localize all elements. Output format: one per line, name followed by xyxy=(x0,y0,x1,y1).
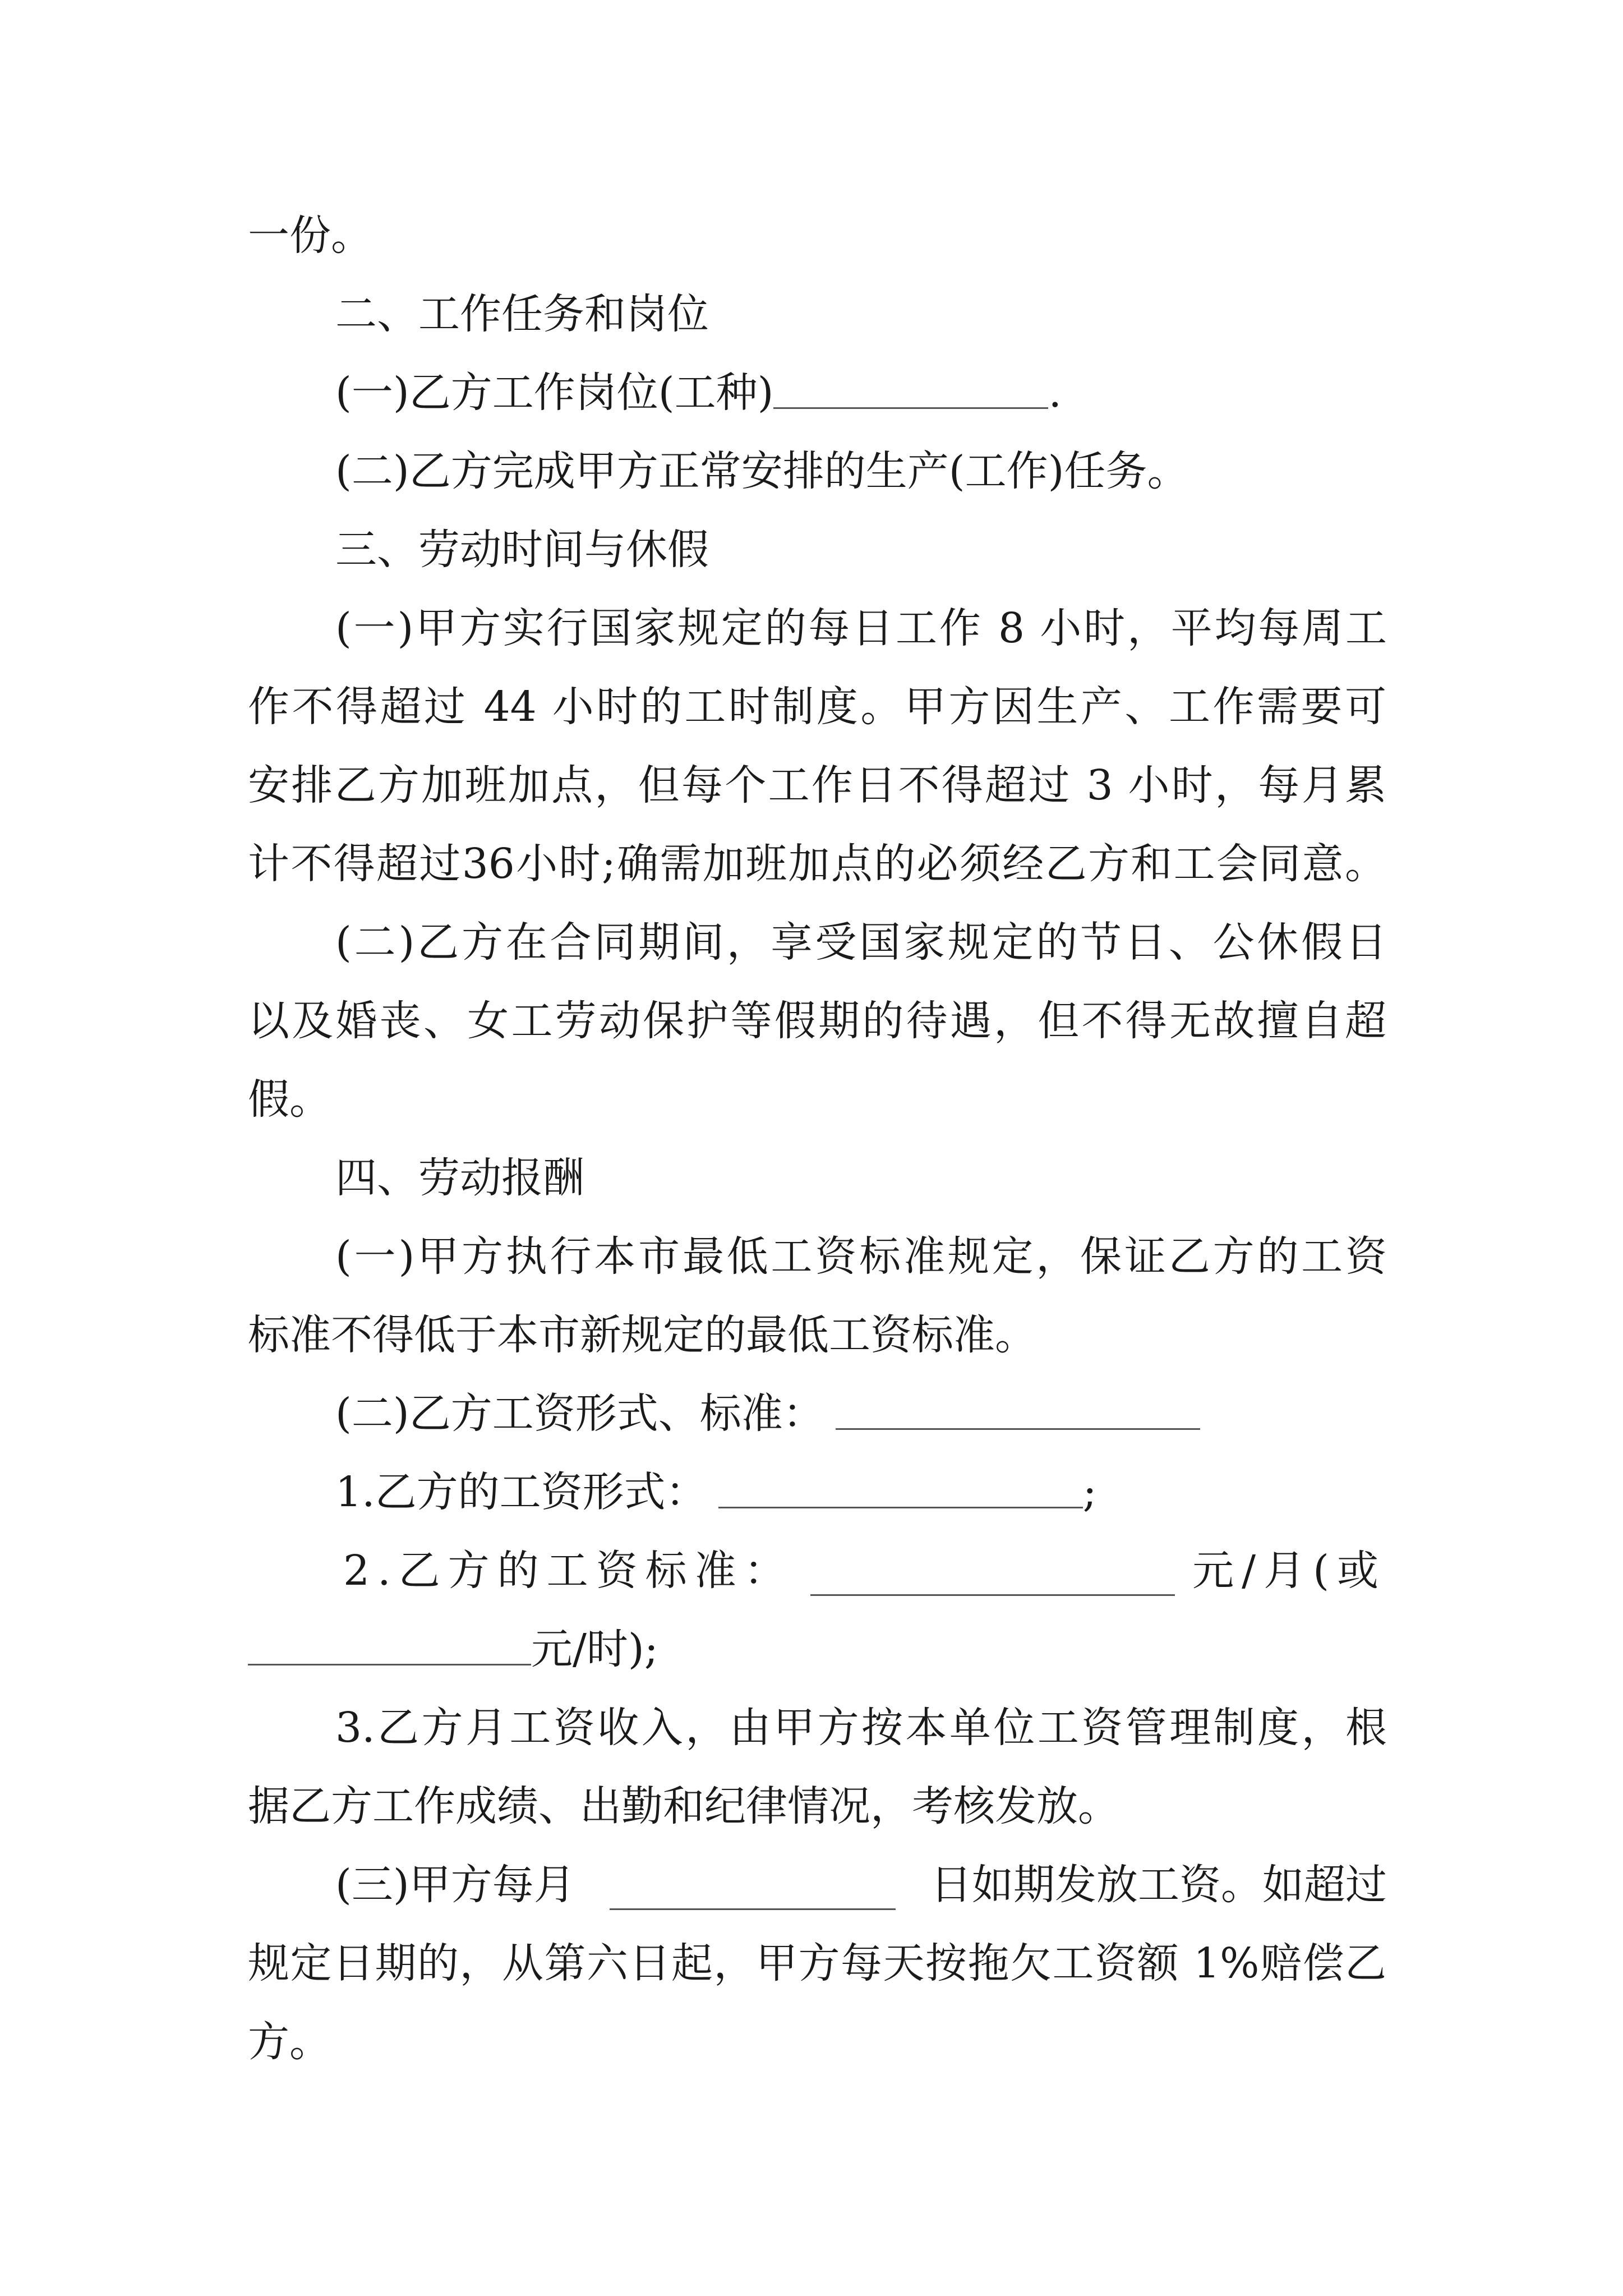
hourly-wage-unit: 元/时); xyxy=(531,1625,658,1673)
text-line: 方。 xyxy=(248,2018,331,2066)
wage-form-standard-line xyxy=(335,1388,1200,1439)
text-line: 标准不得低于本市新规定的最低工资标准。 xyxy=(248,1311,1036,1359)
text-line: (一)甲方实行国家规定的每日工作 8 小时，平均每周工 xyxy=(335,604,1387,652)
hourly-wage-line xyxy=(248,1624,658,1674)
text-line: 一份。 xyxy=(248,211,372,260)
wage-standard-line xyxy=(343,1545,1386,1596)
job-position-line xyxy=(335,367,1062,418)
text-line: 3.乙方月工资收入，由甲方按本单位工资管理制度，根 xyxy=(335,1704,1387,1752)
wage-standard-unit: 元/月(或 xyxy=(1192,1547,1386,1595)
wage-form-end: ; xyxy=(1082,1468,1097,1516)
section-heading-3: 三、劳动时间与休假 xyxy=(335,526,709,574)
wage-form-line xyxy=(335,1467,1097,1517)
pay-day-rest: 日如期发放工资。如超过 xyxy=(930,1861,1387,1909)
text-line: 假。 xyxy=(248,1075,331,1124)
wage-standard-blank xyxy=(810,1559,1175,1596)
wage-standard-label: 2.乙方的工资标准： xyxy=(343,1547,794,1595)
text-line: (二)乙方完成甲方正常安排的生产(工作)任务。 xyxy=(335,447,1189,495)
section-heading-2: 二、工作任务和岗位 xyxy=(335,290,709,338)
text-line: 以及婚丧、女工劳动保护等假期的待遇，但不得无故擅自超 xyxy=(248,997,1386,1045)
wage-form-standard-label: (二)乙方工资形式、标准： xyxy=(335,1389,824,1438)
wage-form-standard-blank xyxy=(836,1393,1200,1430)
job-position-label: (一)乙方工作岗位(工种) xyxy=(335,369,774,417)
text-line: 安排乙方加班加点，但每个工作日不得超过 3 小时，每月累 xyxy=(248,761,1386,809)
wage-form-blank xyxy=(718,1472,1083,1508)
text-line: 计不得超过36小时;确需加班加点的必须经乙方和工会同意。 xyxy=(248,840,1386,888)
job-position-end: . xyxy=(1048,369,1062,417)
job-position-blank xyxy=(773,372,1048,409)
pay-day-label: (三)甲方每月 xyxy=(335,1861,575,1909)
text-line: (二)乙方在合同期间，享受国家规定的节日、公休假日 xyxy=(335,918,1387,967)
wage-form-label: 1.乙方的工资形式： xyxy=(335,1468,707,1516)
section-heading-4: 四、劳动报酬 xyxy=(335,1154,584,1202)
text-line: 据乙方工作成绩、出勤和纪律情况，考核发放。 xyxy=(248,1782,1119,1830)
text-line: (一)甲方执行本市最低工资标准规定，保证乙方的工资 xyxy=(335,1232,1387,1281)
pay-day-line xyxy=(335,1860,1387,1910)
text-line: 作不得超过 44 小时的工时制度。甲方因生产、工作需要可 xyxy=(248,683,1386,731)
hourly-wage-blank xyxy=(248,1629,531,1665)
text-line: 规定日期的，从第六日起，甲方每天按拖欠工资额 1%赔偿乙 xyxy=(248,1939,1386,1987)
pay-day-blank xyxy=(610,1874,896,1910)
